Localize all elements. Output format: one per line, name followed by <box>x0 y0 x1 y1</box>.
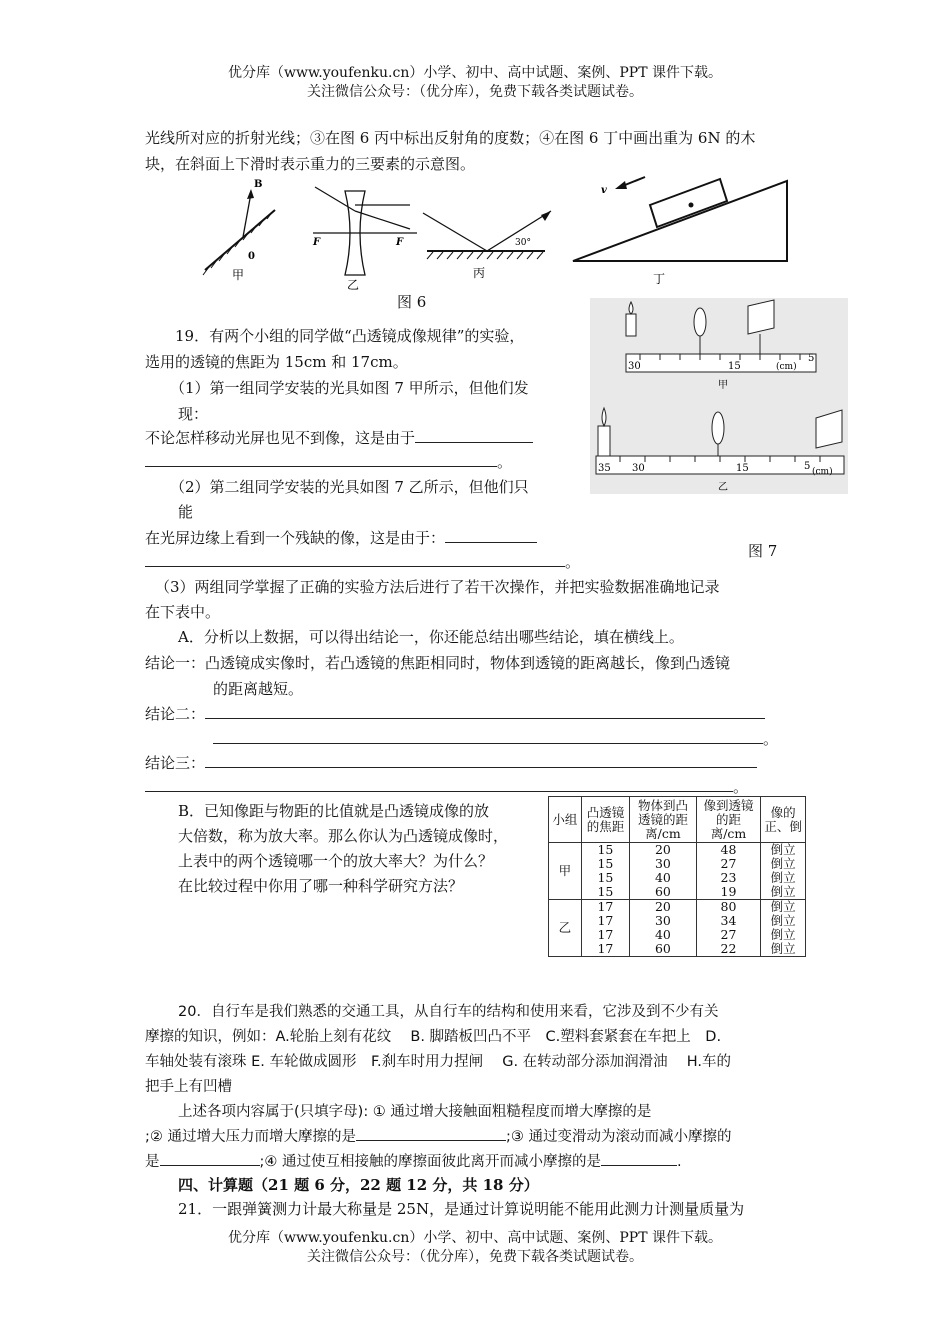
page-footer-line2: 关注微信公众号：（优分库），免费下载各类试题试卷。 <box>307 1249 643 1265</box>
conclusion-2-cont: 。 <box>213 728 778 749</box>
q19-line-2: 选用的透镜的焦距为 15cm 和 17cm。 <box>145 353 408 371</box>
fig6-focus-left: F <box>313 237 321 248</box>
figure-7 <box>590 298 848 494</box>
q19-line-12: 在下表中。 <box>145 603 221 621</box>
q19-line-3: （1）第一组同学安装的光具如图 7 甲所示，但他们发 <box>170 379 529 397</box>
conclusion-2-answer-b[interactable] <box>213 729 763 744</box>
q19-line-11: （3）两组同学掌握了正确的实验方法后进行了若干次操作，并把实验数据准确地记录 <box>155 578 720 596</box>
conclusion-1-line-1: 结论一：凸透镜成实像时，若凸透镜的焦距相同时，物体到透镜的距离越长，像到凸透镜 <box>145 654 731 672</box>
fig7-bench-yi <box>596 408 844 493</box>
fig7-yi-unit: (cm) <box>812 467 833 477</box>
q19-line-5: 不论怎样移动光屏也见不到像，这是由于 <box>145 427 533 448</box>
q19-answer-1a[interactable] <box>415 428 533 443</box>
q20-line-2: 摩擦的知识，例如：A.轮胎上刻有花纹 B. 脚踏板凹凸不平 C.塑料套紧套在车把上 D. <box>145 1029 722 1045</box>
fig6-angle-label: 30° <box>515 238 531 248</box>
conclusion-1-line-2: 的距离越短。 <box>213 680 304 698</box>
fig6-label-jia: 甲 <box>232 268 245 282</box>
fig7-yi-tick-15: 15 <box>736 463 749 474</box>
table-header-focal: 凸透镜的焦距 <box>581 797 629 843</box>
q20-answer-3[interactable] <box>160 1151 260 1166</box>
q19-line-13: A．分析以上数据，可以得出结论一，你还能总结出哪些结论，填在横线上。 <box>178 628 684 646</box>
q19-line-8: 能 <box>178 503 194 521</box>
fig7-jia-tick-15: 15 <box>728 361 741 372</box>
conclusion-3-answer-b[interactable] <box>145 777 733 792</box>
q19-answer-2a[interactable] <box>445 528 537 543</box>
table-row: 乙 17 17 17 17 20 30 40 60 80 34 27 22 倒立 倒立 倒立 倒立 <box>549 900 806 957</box>
fig6-focus-right: F <box>396 237 404 248</box>
fig7-jia-tick-5: 5 <box>808 353 815 364</box>
intro-line-2: 块，在斜面上下滑时表示重力的三要素的示意图。 <box>145 155 476 173</box>
conclusion-2: 结论二： <box>145 703 765 724</box>
fig7-bench-jia <box>626 300 816 391</box>
fig6-label-bing: 丙 <box>473 266 486 280</box>
q19-line-10: 。 <box>145 551 580 572</box>
table-header-image-dist: 像到透镜的距离/cm <box>696 797 761 843</box>
q20-line-7: 是 ;④ 通过使互相接触的摩擦面彼此离开而减小摩擦的是 . <box>145 1150 682 1171</box>
fig6-caption: 图 6 <box>397 293 427 311</box>
page-header-line1: 优分库（www.youfenku.cn）小学、初中、高中试题、案例、PPT 课件下载。 <box>227 65 722 81</box>
table-header-object-dist: 物体到凸透镜的距离/cm <box>630 797 697 843</box>
q19-line-4: 现： <box>178 405 209 423</box>
fig7-jia-unit: (cm) <box>776 362 797 372</box>
fig6-jia-mirror <box>203 179 275 275</box>
fig6-label-ding: 丁 <box>653 272 666 286</box>
conclusion-3: 结论三： <box>145 752 757 773</box>
table-header-orientation: 像的正、倒 <box>761 797 806 843</box>
q19-b-line-3: 上表中的两个透镜哪一个的放大率大？为什么？ <box>178 852 494 870</box>
conclusion-3-cont: 。 <box>145 776 748 797</box>
q19-line-1: 19．有两个小组的同学做“凸透镜成像规律”的实验， <box>175 327 525 345</box>
fig6-velocity: v <box>601 185 607 196</box>
q20-line-5: 上述各项内容属于(只填字母): ① 通过增大接触面粗糙程度而增大摩擦的是 <box>178 1104 652 1120</box>
q19-answer-1b[interactable] <box>145 452 497 467</box>
fig6-point-b: B <box>254 179 263 190</box>
fig6-yi-lens <box>312 187 417 275</box>
fig6-bing-reflection <box>423 211 551 259</box>
table-row: 甲 15 15 15 15 20 30 40 60 48 27 23 19 倒立 倒立 倒立 倒立 <box>549 843 806 900</box>
q20-line-4: 把手上有凹槽 <box>145 1079 232 1095</box>
q19-answer-2b[interactable] <box>145 552 565 567</box>
table-header-group: 小组 <box>549 797 582 843</box>
q19-b-line-4: 在比较过程中你用了哪一种科学研究方法？ <box>178 877 464 895</box>
q19-line-9: 在光屏边缘上看到一个残缺的像，这是由于： <box>145 527 537 548</box>
fig7-label-yi: 乙 <box>718 482 728 493</box>
fig6-label-yi: 乙 <box>347 278 360 292</box>
q20-line-1: 20．自行车是我们熟悉的交通工具，从自行车的结构和使用来看，它涉及到不少有关 <box>178 1004 719 1020</box>
q19-line-6: 。 <box>145 451 512 472</box>
fig6-point-o: 0 <box>248 251 255 262</box>
table-group-yi: 乙 <box>549 900 582 957</box>
q19-line-7: （2）第二组同学安装的光具如图 7 乙所示，但他们只 <box>170 478 529 496</box>
fig7-yi-tick-5: 5 <box>804 461 811 472</box>
table-group-jia: 甲 <box>549 843 582 900</box>
conclusion-3-answer-a[interactable] <box>205 753 757 768</box>
q21-line-1: 21．一跟弹簧测力计最大称量是 25N，是通过计算说明能不能用此测力计测量质量为 <box>178 1200 745 1218</box>
q19-b-line-2: 大倍数，称为放大率。那么你认为凸透镜成像时， <box>178 827 509 845</box>
q20-answer-2[interactable] <box>356 1126 506 1141</box>
fig6-ding-incline <box>573 177 787 261</box>
q20-line-6: ;② 通过增大压力而增大摩擦的是 ;③ 通过变滑动为滚动而减小摩擦的 <box>145 1125 732 1146</box>
fig7-jia-tick-30: 30 <box>628 361 641 372</box>
lens-data-table <box>548 796 806 957</box>
q19-b-line-1: B．已知像距与物距的比值就是凸透镜成像的放 <box>178 802 490 820</box>
page-header-line2: 关注微信公众号：（优分库），免费下载各类试题试卷。 <box>307 84 643 100</box>
section-4-title: 四、计算题（21 题 6 分，22 题 12 分，共 18 分） <box>178 1176 539 1194</box>
page-footer-line1: 优分库（www.youfenku.cn）小学、初中、高中试题、案例、PPT 课件下载。 <box>227 1230 722 1246</box>
fig7-yi-tick-30: 30 <box>632 463 645 474</box>
fig7-label-jia: 甲 <box>718 380 728 391</box>
q20-answer-4[interactable] <box>601 1151 677 1166</box>
intro-line-1: 光线所对应的折射光线；③在图 6 丙中标出反射角的度数；④在图 6 丁中画出重为 6N 的木 <box>145 129 756 147</box>
q20-line-3: 车轴处装有滚珠 E. 车轮做成圆形 F.刹车时用力捏闸 G. 在转动部分添加润滑油 H.车的 <box>145 1054 732 1070</box>
fig7-caption: 图 7 <box>748 542 778 560</box>
conclusion-2-answer-a[interactable] <box>205 704 765 719</box>
figure-6 <box>195 175 815 293</box>
fig7-yi-tick-35: 35 <box>598 463 611 474</box>
